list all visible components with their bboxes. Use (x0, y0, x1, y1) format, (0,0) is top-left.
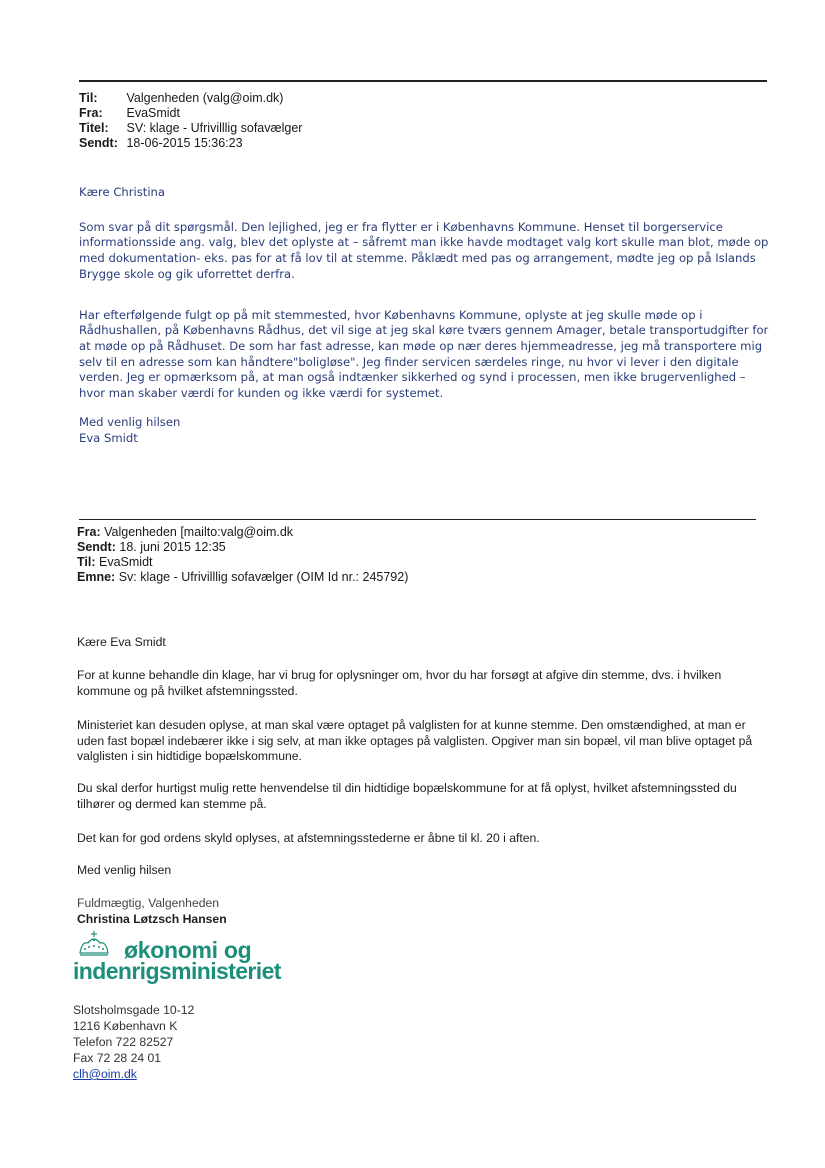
title-row (79, 121, 302, 136)
to-label-2: Til: (77, 555, 96, 569)
to-value-2: EvaSmidt (99, 555, 153, 569)
sender-title: Fuldmægtig, Valgenheden (77, 896, 220, 911)
email-link[interactable]: clh@oim.dk (73, 1067, 137, 1081)
email1-closing: Med venlig hilsen (79, 415, 181, 429)
address-city: 1216 København K (73, 1019, 178, 1033)
email2-paragraph-2: Ministeriet kan desuden oplyse, at man skal være optaget på valglisten for at kunne stemme. Den omstændighed, at man er uden fast bopæl indebærer ikke i sig selv, at man ikke optages på valglisten. Opgiver man sin bopæl, vil man blive optaget på valglisten i sin hidtidige bopælskommune. (77, 718, 753, 764)
title-value: SV: klage - Ufrivilllig sofavælger (126, 121, 303, 135)
from-row (79, 106, 302, 121)
email1-header (79, 91, 302, 151)
sender-name: Christina Løtzsch Hansen (77, 912, 227, 927)
from-label-2: Fra: (77, 525, 101, 539)
address-street: Slotsholmsgade 10-12 (73, 1003, 195, 1017)
crown-icon (76, 929, 112, 959)
email2-closing: Med venlig hilsen (77, 863, 172, 878)
from-row-2 (77, 525, 408, 540)
email2-paragraph-3: Du skal derfor hurtigst mulig rette henvendelse til din hidtidige bopælskommune for at få oplyst, hvilket afstemningssted du tilhører og dermed kan stemme på. (77, 781, 737, 811)
to-label: Til: (79, 91, 98, 105)
from-value: EvaSmidt (126, 106, 180, 120)
subject-label: Emne: (77, 570, 116, 584)
email1-signature: Eva Smidt (79, 430, 138, 445)
ministry-logo-line1: økonomi og (124, 937, 252, 963)
sent-row-2 (77, 540, 408, 555)
address-block (73, 1002, 194, 1082)
sent-label-2: Sendt: (77, 540, 116, 554)
from-label: Fra: (79, 106, 103, 120)
from-value-2: Valgenheden [mailto:valg@oim.dk (104, 525, 294, 539)
title-label: Titel: (79, 121, 109, 135)
ministry-logo-line2: indenrigsministeriet (73, 958, 281, 984)
sent-label: Sendt: (79, 136, 118, 150)
address-fax: Fax 72 28 24 01 (73, 1051, 162, 1065)
sent-value: 18-06-2015 15:36:23 (126, 136, 243, 150)
to-value: Valgenheden (valg@oim.dk) (126, 91, 284, 105)
email2-paragraph-1: For at kunne behandle din klage, har vi brug for oplysninger om, hvor du har forsøgt at afgive din stemme, dvs. i hvilken kommune og på hvilket afstemningssted. (77, 668, 722, 698)
email2-greeting: Kære Eva Smidt (77, 635, 166, 650)
subject-value: Sv: klage - Ufrivilllig sofavælger (OIM Id nr.: 245792) (118, 570, 409, 584)
email1-paragraph-2: Har efterfølgende fulgt op på mit stemmested, hvor Københavns Kommune, oplyste at jeg skulle møde op i Rådhushallen, på Københavns Rådhus, det vil sige at jeg skal køre tværs gennem Amager, betale transportudgifter for at møde op på Rådhuset. De som har fast adresse, kan møde op nær deres hjemmeadresse, jeg må transportere mig selv til en adresse som kan håndtere"boligløse". Jeg finder servicen særdeles ringe, nu hvor vi lever i den digitale verden. Jeg er opmærksom på, at man også indtænker sikkerhed og synd i processen, men ikke brugervenlighed – hvor man skaber værdi for kunden og ikke værdi for systemet. (79, 307, 769, 401)
to-row-2 (77, 555, 408, 570)
top-divider (79, 80, 767, 82)
subject-row (77, 570, 408, 585)
email1-signoff (79, 415, 769, 446)
email2-paragraph-4: Det kan for god ordens skyld oplyses, at afstemningsstederne er åbne til kl. 20 i aften. (77, 831, 540, 846)
to-row (79, 91, 302, 106)
email1-paragraph-1: Som svar på dit spørgsmål. Den lejlighed, jeg er fra flytter er i Københavns Kommune. Henset til borgerservice informationsside ang. valg, blev det oplyste at – såfremt man ikke havde modtaget valg kort skulle man blot, møde op med dokumentation- eks. pas for at få lov til at stemme. Påklædt med pas og arrangement, mødte jeg op på Islands Brygge skole og gik uforrettet derfra. (79, 219, 769, 281)
sent-row (79, 136, 302, 151)
email2-header (77, 525, 408, 585)
middle-divider (79, 519, 756, 520)
sent-value-2: 18. juni 2015 12:35 (119, 540, 226, 554)
email1-greeting: Kære Christina (79, 184, 166, 199)
address-phone: Telefon 722 82527 (73, 1035, 174, 1049)
